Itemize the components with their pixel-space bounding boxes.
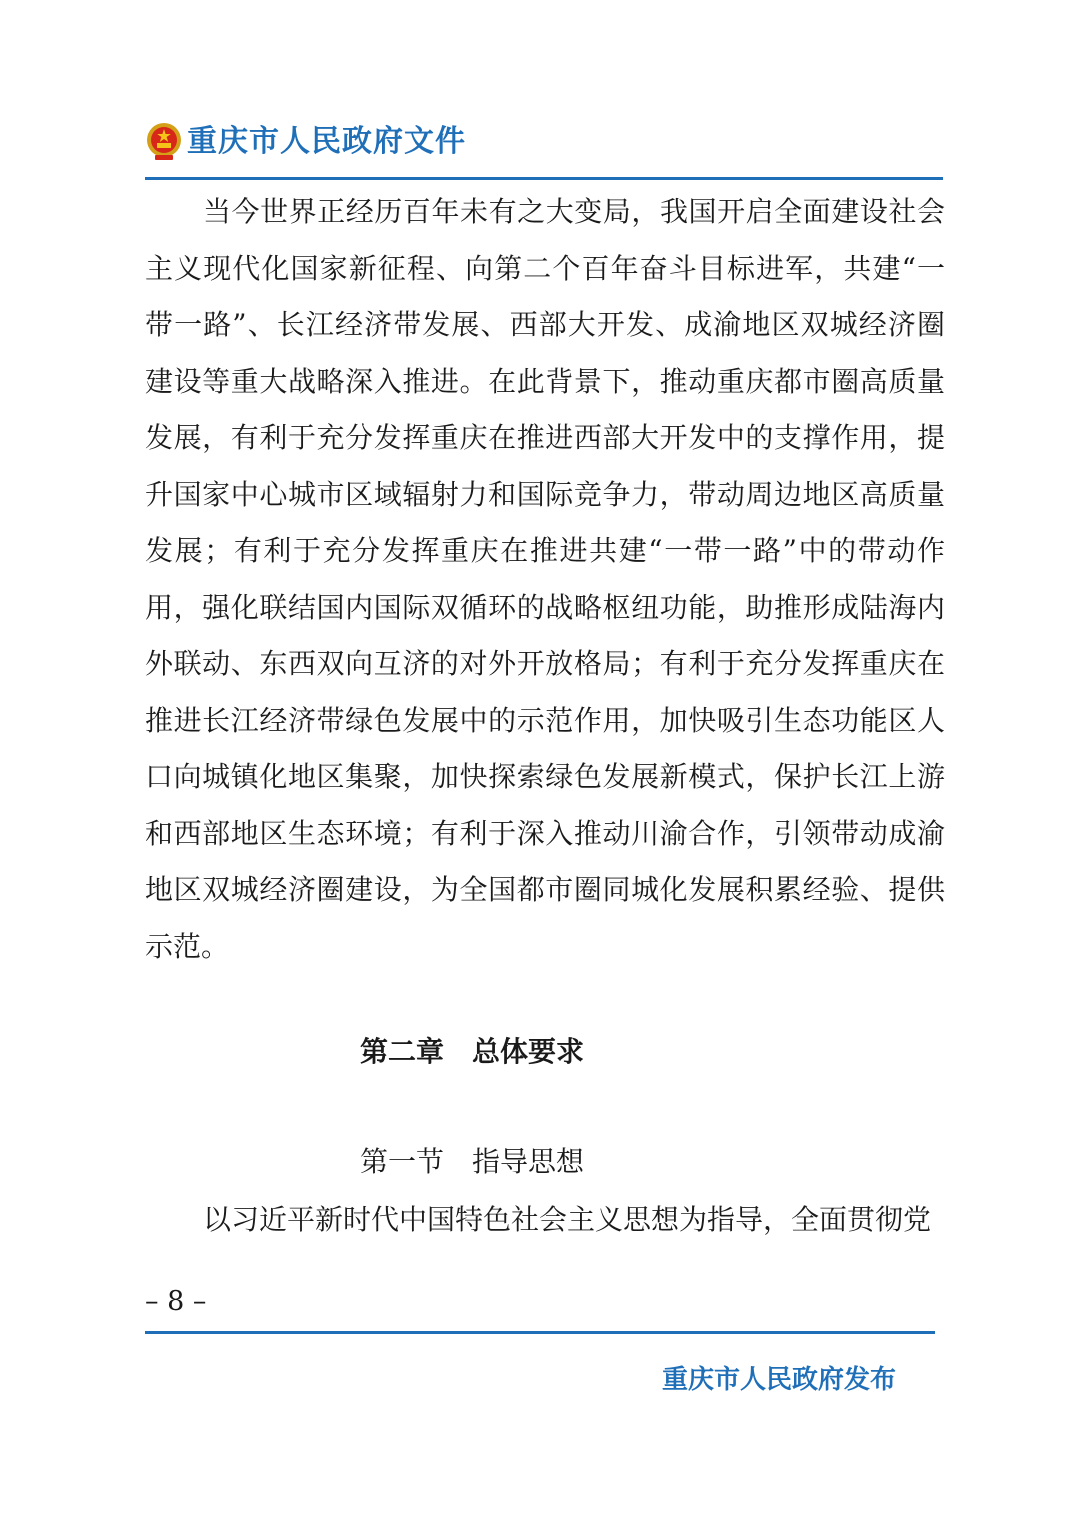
text-line: 地区双城经济圈建设，为全国都市圈同城化发展积累经验、提供 bbox=[145, 873, 945, 906]
footer-publisher: 重庆市人民政府发布 bbox=[662, 1365, 897, 1395]
text-line: 升国家中心城市区域辐射力和国际竞争力，带动周边地区高质量 bbox=[145, 477, 945, 511]
text-line: 口向城镇化地区集聚，加快探索绿色发展新模式，保护长江上游 bbox=[145, 760, 945, 793]
footer-divider bbox=[145, 1331, 935, 1334]
chapter-heading: 第二章 总体要求 bbox=[359, 1035, 584, 1068]
text-line: 以习近平新时代中国特色社会主义思想为指导，全面贯彻党 bbox=[203, 1203, 932, 1236]
text-line: 当今世界正经历百年未有之大变局，我国开启全面建设社会 bbox=[203, 195, 945, 228]
header-divider bbox=[145, 177, 943, 180]
national-emblem-icon bbox=[145, 122, 183, 162]
text-line: 建设等重大战略深入推进。在此背景下，推动重庆都市圈高质量 bbox=[145, 364, 945, 398]
section-heading: 第一节 指导思想 bbox=[359, 1145, 584, 1178]
text-line: 带一路”、长江经济带发展、西部大开发、成渝地区双城经济圈 bbox=[145, 308, 945, 341]
text-line: 示范。 bbox=[145, 929, 230, 963]
text-line: 发展，有利于充分发挥重庆在推进西部大开发中的支撑作用，提 bbox=[145, 421, 945, 454]
paragraph-context bbox=[145, 184, 945, 975]
text-line: 用，强化联结国内国际双循环的战略枢纽功能，助推形成陆海内 bbox=[145, 590, 945, 624]
text-line: 推进长江经济带绿色发展中的示范作用，加快吸引生态功能区人 bbox=[145, 703, 945, 737]
text-line: 和西部地区生态环境；有利于深入推动川渝合作，引领带动成渝 bbox=[145, 816, 945, 850]
text-line: 主义现代化国家新征程、向第二个百年奋斗目标进军，共建“一 bbox=[145, 251, 945, 285]
paragraph-guiding-thought bbox=[145, 1192, 945, 1249]
text-line: 外联动、东西双向互济的对外开放格局；有利于充分发挥重庆在 bbox=[145, 647, 945, 680]
text-line: 发展；有利于充分发挥重庆在推进共建“一带一路”中的带动作 bbox=[145, 534, 945, 567]
document-header bbox=[145, 118, 945, 176]
document-header-title: 重庆市人民政府文件 bbox=[187, 124, 466, 159]
page-number: – 8 – bbox=[145, 1286, 207, 1317]
